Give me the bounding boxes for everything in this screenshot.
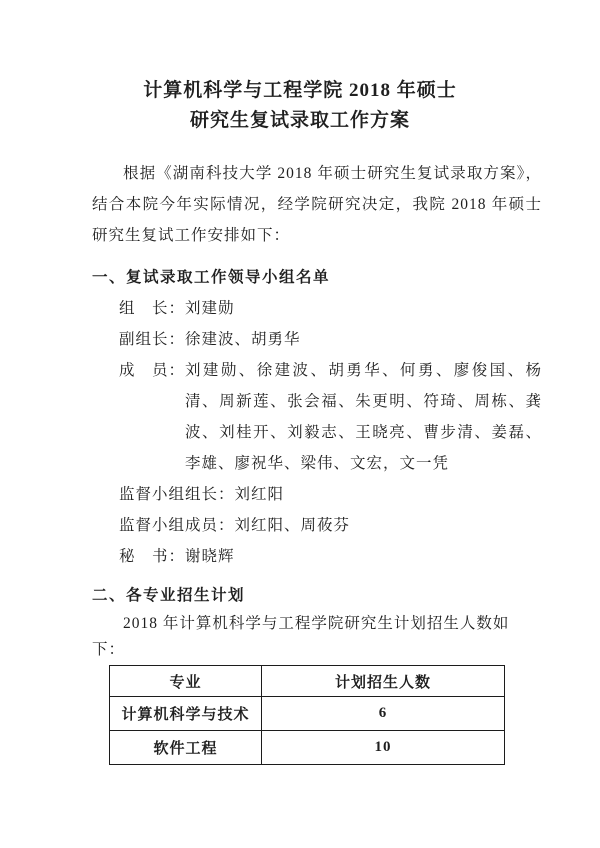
column-header-major: 专业 — [110, 666, 262, 697]
roster-value: 刘红阳、周莜芬 — [234, 517, 351, 534]
roster-value: 谢晓辉 — [185, 548, 235, 565]
column-header-planned-count: 计划招生人数 — [262, 666, 505, 697]
roster-line-members — [119, 355, 542, 479]
section-1-heading: 一、复试录取工作领导小组名单 — [92, 269, 331, 286]
roster-line-secretary — [119, 541, 542, 572]
enrollment-plan-intro: 2018 年计算机科学与工程学院研究生计划招生人数如下： — [92, 615, 510, 658]
table-row — [110, 731, 505, 765]
leadership-roster — [119, 293, 542, 572]
roster-label: 副组长： — [119, 331, 186, 348]
roster-line-group-leader — [119, 293, 542, 324]
document-title — [0, 76, 600, 136]
roster-label: 成 员： — [119, 362, 186, 379]
roster-line-supervision-members — [119, 510, 542, 541]
enrollment-plan-table — [109, 665, 505, 765]
table-row — [110, 697, 505, 731]
roster-value: 刘红阳 — [234, 486, 285, 503]
roster-label: 监督小组组长： — [119, 486, 235, 503]
title-line-2: 研究生复试录取工作方案 — [189, 110, 410, 131]
intro-paragraph: 根据《湖南科技大学 2018 年硕士研究生复试录取方案》，结合本院今年实际情况，经学院研究决定，我院 2018 年硕士研究生复试工作安排如下： — [92, 165, 542, 244]
cell-planned-count: 6 — [262, 697, 505, 731]
roster-value: 刘建勋、徐建波、胡勇华、何勇、廖俊国、杨清、周新莲、张会福、朱更明、符琦、周栋、龚波、刘桂开、刘毅志、王晓亮、曹步清、姜磊、李雄、廖祝华、梁伟、文宏，文一凭 — [185, 362, 542, 472]
cell-planned-count: 10 — [262, 731, 505, 765]
roster-label: 监督小组成员： — [119, 517, 235, 534]
cell-major: 计算机科学与技术 — [110, 697, 262, 731]
roster-line-deputy-leaders — [119, 324, 542, 355]
roster-value: 徐建波、胡勇华 — [185, 331, 301, 348]
cell-major: 软件工程 — [110, 731, 262, 765]
title-line-1: 计算机科学与工程学院 2018 年硕士 — [143, 80, 457, 101]
section-2-heading: 二、各专业招生计划 — [92, 587, 246, 604]
roster-value: 刘建勋 — [185, 300, 235, 317]
roster-line-supervision-leader — [119, 479, 542, 510]
table-header-row — [110, 666, 505, 697]
roster-label: 组 长： — [119, 300, 186, 317]
roster-label: 秘 书： — [119, 548, 186, 565]
